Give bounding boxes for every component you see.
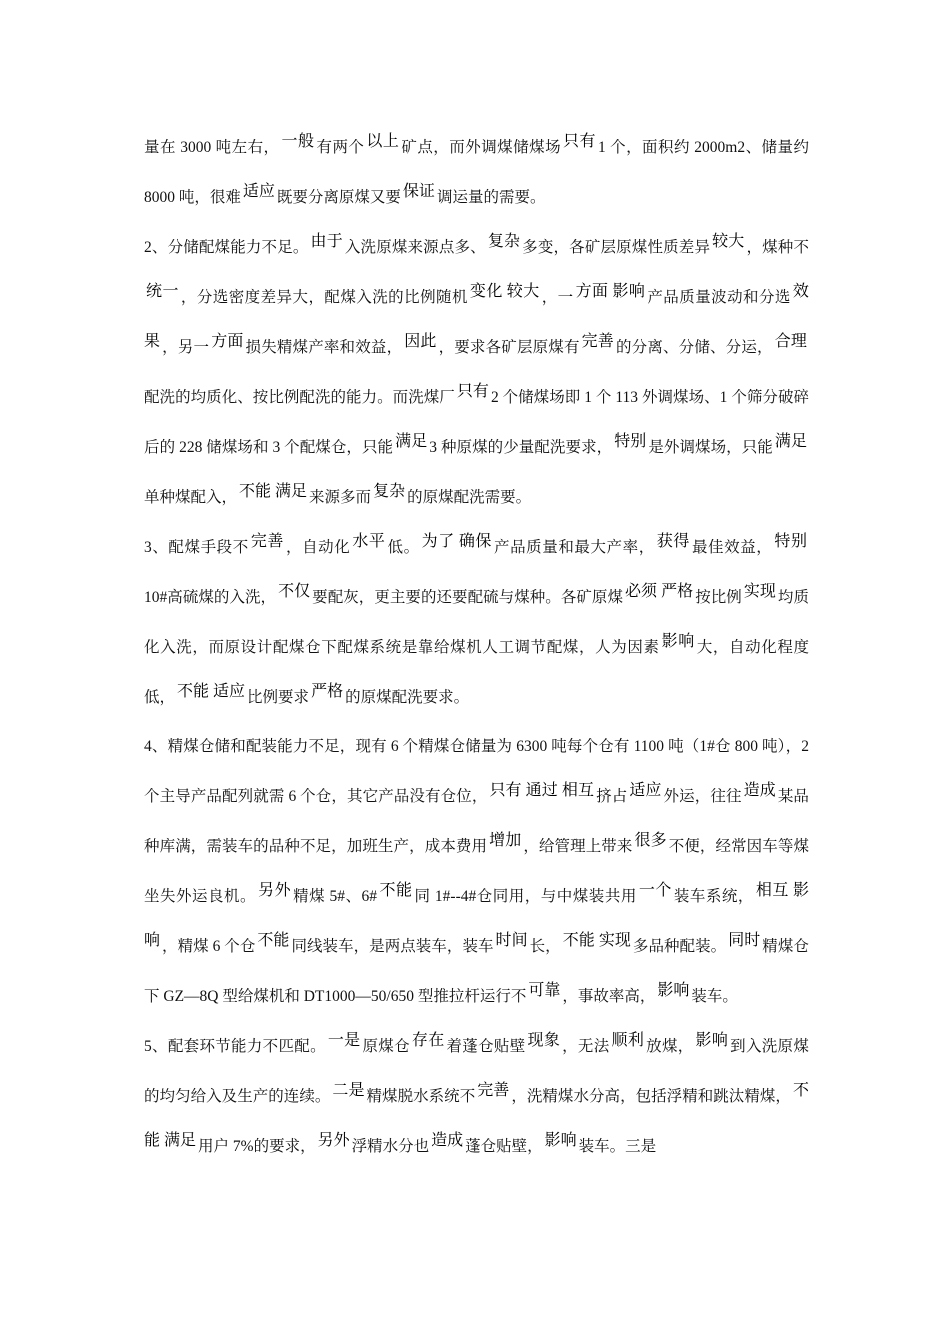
text-run: 最佳效益，	[691, 539, 773, 556]
overlay-word: 适应	[629, 780, 662, 799]
overlay-word: 一般	[281, 131, 315, 150]
text-run: 到入洗原煤的均匀给入及生产的连续。	[144, 1038, 809, 1105]
overlay-word: 不能	[562, 930, 595, 949]
overlay-word: 通过	[525, 780, 558, 799]
text-run: 不便，经常因车等煤坐失外运良机。	[144, 838, 809, 905]
text-run: ，给管理上带来	[523, 838, 633, 855]
overlay-word: 方面	[575, 281, 609, 300]
text-run: ，无法	[562, 1038, 610, 1055]
text-run: 某品种库满，需装车的品种不足，加班生产，成本费用	[144, 788, 809, 855]
overlay-word: 实现	[598, 930, 631, 949]
overlay-word: 影响	[612, 281, 646, 300]
text-run: ，洗精煤水分高，包括浮精和跳汰精煤，	[511, 1088, 791, 1105]
overlay-word: 同时	[728, 930, 761, 949]
text-run: ，一	[541, 289, 574, 306]
overlay-word: 获得	[656, 531, 690, 550]
overlay-word: 不仅	[278, 581, 311, 600]
overlay-word: 以上	[366, 131, 400, 150]
overlay-word: 只有	[489, 780, 522, 799]
overlay-word: 为了	[421, 531, 455, 550]
text-run: ，精煤 6 个仓	[162, 938, 256, 955]
overlay-word: 影响	[695, 1030, 729, 1049]
text-run: 损失精煤产率和效益，	[245, 339, 403, 356]
text-run: 长，	[529, 938, 561, 955]
paragraph-2	[144, 222, 809, 522]
overlay-word: 效果	[144, 281, 809, 350]
overlay-word: 由于	[310, 231, 343, 250]
text-run: 3 种原煤的少量配洗要求，	[429, 439, 613, 456]
overlay-word: 影响	[544, 1130, 577, 1149]
overlay-word: 复杂	[373, 481, 406, 500]
overlay-word: 不能	[379, 880, 413, 899]
text-run: 3、配煤手段不	[144, 539, 249, 556]
overlay-word: 可靠	[528, 980, 561, 999]
text-run: 是外调煤场，只能	[648, 439, 773, 456]
text-run: 装车。	[691, 988, 738, 1005]
paragraph-5	[144, 1021, 809, 1171]
text-run: 比例要求	[247, 689, 310, 706]
text-run: 5、配套环节能力不匹配。	[144, 1038, 326, 1055]
text-run: 矿点，而外调煤储煤场	[401, 139, 562, 156]
text-run: ，要求各矿层原煤有	[438, 339, 580, 356]
text-run: 浮精水分也	[351, 1138, 430, 1155]
text-run: 产品质量和最大产率，	[494, 539, 655, 556]
text-run: 挤占	[596, 788, 628, 805]
text-run: ，分选密度差异大，配煤入洗的比例随机	[180, 289, 468, 306]
overlay-word: 顺利	[611, 1030, 645, 1049]
overlay-word: 因此	[404, 331, 437, 350]
overlay-word: 水平	[352, 531, 386, 550]
overlay-word: 方面	[211, 331, 244, 350]
text-run: 用户 7%的要求，	[198, 1138, 316, 1155]
text-run: 精煤 5#、6#	[293, 888, 377, 905]
overlay-word: 变化	[469, 281, 503, 300]
overlay-word: 满足	[275, 481, 308, 500]
text-run: 入洗原煤来源点多、	[344, 239, 486, 256]
overlay-word: 增加	[489, 830, 522, 849]
text-run: 装车。三是	[578, 1138, 657, 1155]
text-run: 精煤脱水系统不	[366, 1088, 476, 1105]
overlay-word: 较大	[712, 231, 745, 250]
text-run: 10#高硫煤的入洗，	[144, 589, 277, 606]
overlay-word: 统一	[146, 281, 179, 300]
text-run: 蓬仓贴壁，	[465, 1138, 543, 1155]
document-body	[144, 122, 809, 1171]
text-run: 4、精煤仓储和配装能力不足，现有 6 个精煤仓储量为 6300 吨每个仓有 1100 吨（1#仓 800 吨），2 个主导产品配列就需 6 个仓，其它产品没有仓位，	[144, 738, 809, 805]
overlay-word: 二是	[332, 1080, 365, 1099]
text-run: 1 个，面积约 2000m2、储量约 8000 吨，很难	[144, 139, 809, 206]
overlay-word: 合理	[774, 331, 807, 350]
text-run: 同线装车，是两点装车，装车	[291, 938, 494, 955]
text-run: 有两个	[316, 139, 365, 156]
paragraph-3	[144, 522, 809, 722]
text-run: 同 1#--4#仓同用，与中煤装共用	[414, 888, 637, 905]
text-run: 2、分储配煤能力不足。	[144, 239, 309, 256]
overlay-word: 影响	[144, 880, 809, 949]
overlay-word: 不能	[177, 681, 210, 700]
text-run: 调运量的需要。	[436, 189, 546, 206]
overlay-word: 复杂	[487, 231, 521, 250]
overlay-word: 严格	[311, 681, 344, 700]
text-run: 产品质量波动和分选	[647, 289, 791, 306]
overlay-word: 另外	[317, 1130, 350, 1149]
overlay-word: 满足	[164, 1130, 197, 1149]
text-run: 单种煤配入，	[144, 489, 238, 506]
overlay-word: 完善	[581, 331, 614, 350]
overlay-word: 很多	[634, 830, 667, 849]
overlay-word: 满足	[774, 431, 807, 450]
overlay-word: 不能	[239, 481, 272, 500]
overlay-word: 一个	[638, 880, 672, 899]
text-run: 多变，各矿层原煤性质差异	[522, 239, 711, 256]
text-run: ，另一	[162, 339, 210, 356]
overlay-word: 现象	[527, 1030, 561, 1049]
overlay-word: 影响	[657, 980, 690, 999]
text-run: 低。	[387, 539, 420, 556]
text-run: 装车系统，	[673, 888, 754, 905]
overlay-word: 另外	[258, 880, 292, 899]
text-run: 多品种配装。	[632, 938, 727, 955]
text-run: 配洗的均质化、按比例配洗的能力。而洗煤厂	[144, 389, 455, 406]
overlay-word: 严格	[661, 581, 694, 600]
text-run: 原煤仓	[362, 1038, 410, 1055]
overlay-word: 影响	[661, 631, 695, 650]
overlay-word: 满足	[395, 431, 428, 450]
text-run: ，自动化	[285, 539, 351, 556]
text-run: 按比例	[695, 589, 742, 606]
overlay-word: 只有	[456, 381, 489, 400]
text-run: 外运，往往	[663, 788, 742, 805]
overlay-word: 保证	[402, 181, 435, 200]
text-run: 着蓬仓贴壁	[446, 1038, 526, 1055]
text-run: 的分离、分储、分运，	[615, 339, 773, 356]
overlay-word: 时间	[495, 930, 528, 949]
text-run: 量在 3000 吨左右，	[144, 139, 280, 156]
text-run: 既要分离原煤又要	[276, 189, 401, 206]
overlay-word: 适应	[242, 181, 275, 200]
overlay-word: 造成	[743, 780, 776, 799]
text-run: 的原煤配洗需要。	[407, 489, 532, 506]
paragraph-1	[144, 122, 809, 222]
overlay-word: 特别	[774, 531, 807, 550]
overlay-word: 相互	[561, 780, 595, 799]
text-run: 2 个储煤场即 1 个 113 外调煤场、1 个筛分破碎后的 228 储煤场和 3 个配煤仓，只能	[144, 389, 809, 456]
overlay-word: 确保	[458, 531, 492, 550]
overlay-word: 存在	[411, 1030, 445, 1049]
overlay-word: 不能	[257, 930, 290, 949]
overlay-word: 实现	[743, 581, 776, 600]
overlay-word: 完善	[477, 1080, 510, 1099]
overlay-word: 一是	[327, 1030, 361, 1049]
overlay-word: 不能	[144, 1080, 809, 1149]
overlay-word: 必须	[625, 581, 658, 600]
overlay-word: 适应	[213, 681, 246, 700]
text-run: 大，自动化程度低，	[144, 639, 809, 706]
overlay-word: 造成	[431, 1130, 464, 1149]
text-run: 精煤仓下 GZ—8Q 型给煤机和 DT1000—50/650 型推拉杆运行不	[144, 938, 809, 1005]
paragraph-4	[144, 722, 809, 1021]
text-run: 要配灰，更主要的还要配硫与煤种。各矿原煤	[312, 589, 623, 606]
overlay-word: 较大	[506, 281, 540, 300]
text-run: 的原煤配洗要求。	[345, 689, 470, 706]
text-run: ，事故率高，	[562, 988, 656, 1005]
overlay-word: 完善	[250, 531, 284, 550]
text-run: 均质化入洗，而原设计配煤仓下配煤系统是靠给煤机人工调节配煤，人为因素	[144, 589, 809, 656]
overlay-word: 特别	[614, 431, 647, 450]
text-run: 来源多而	[309, 489, 372, 506]
text-run: ，煤种不	[746, 239, 809, 256]
overlay-word: 相互	[755, 880, 789, 899]
overlay-word: 只有	[563, 131, 596, 150]
text-run: 放煤，	[646, 1038, 694, 1055]
